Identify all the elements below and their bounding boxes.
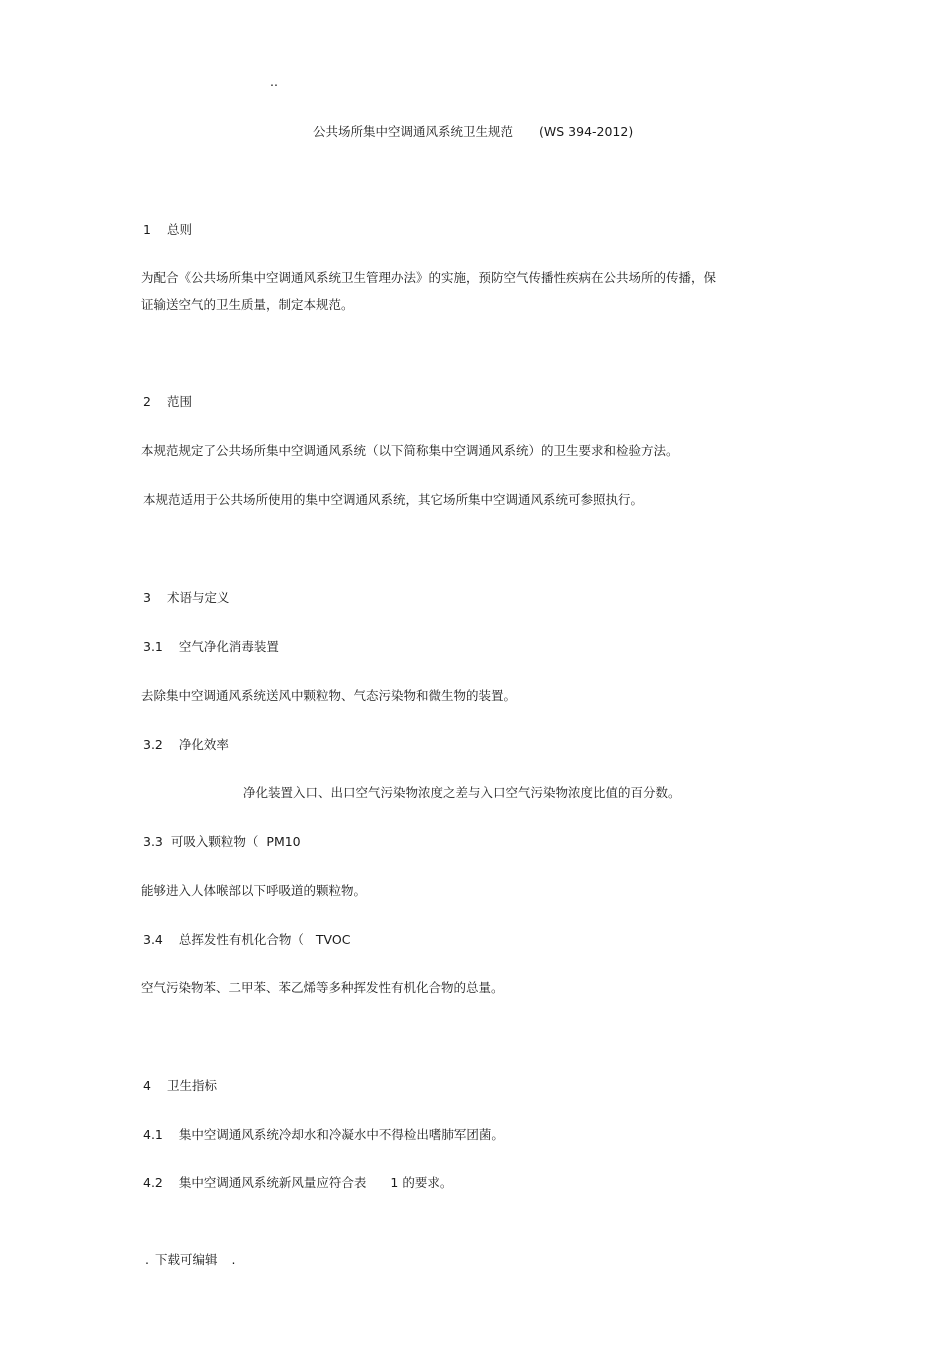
subsection-number: 3.2 bbox=[143, 737, 163, 752]
item-text: 集中空调通风系统冷却水和冷凝水中不得检出嗜肺军团菌。 bbox=[178, 1127, 504, 1142]
subsection-3-2-heading bbox=[143, 737, 229, 753]
section-1-paragraph-line-1: 为配合《公共场所集中空调通风系统卫生管理办法》的实施，预防空气传播性疾病在公共场所的传播，保 bbox=[141, 270, 717, 285]
subsection-3-4-paragraph: 空气污染物苯、二甲苯、苯乙烯等多种挥发性有机化合物的总量。 bbox=[141, 980, 504, 995]
subsection-title: 总挥发性有机化合物（ bbox=[178, 932, 304, 947]
subsection-title: 可吸入颗粒物（ bbox=[170, 834, 259, 849]
section-1-paragraph-line-2: 证输送空气的卫生质量，制定本规范。 bbox=[141, 297, 354, 312]
subsection-3-4-heading bbox=[143, 932, 350, 948]
footer-note bbox=[145, 1252, 235, 1268]
subsection-title: 空气净化消毒装置 bbox=[178, 639, 279, 654]
title-code: (WS 394-2012) bbox=[539, 124, 634, 139]
item-number: 4.2 bbox=[143, 1175, 163, 1190]
footer-dot-left: . bbox=[145, 1252, 149, 1267]
subsection-title: 净化效率 bbox=[178, 737, 229, 752]
section-4-heading bbox=[143, 1078, 217, 1094]
subsection-number: 3.1 bbox=[143, 639, 163, 654]
section-3-heading bbox=[143, 590, 229, 606]
footer-dot-right: . bbox=[231, 1252, 236, 1267]
section-title: 术语与定义 bbox=[166, 590, 230, 605]
section-title: 总则 bbox=[166, 222, 192, 237]
section-number: 4 bbox=[143, 1078, 151, 1093]
subsection-3-3-paragraph: 能够进入人体喉部以下呼吸道的颗粒物。 bbox=[141, 883, 367, 898]
header-mark: .. bbox=[270, 74, 278, 89]
section-1-heading bbox=[143, 222, 192, 238]
section-2-heading bbox=[143, 394, 192, 410]
section-2-paragraph-2: 本规范适用于公共场所使用的集中空调通风系统，其它场所集中空调通风系统可参照执行。 bbox=[143, 492, 644, 507]
subsection-number: 3.4 bbox=[143, 932, 163, 947]
section-number: 2 bbox=[143, 394, 151, 409]
item-4-2 bbox=[143, 1175, 452, 1191]
section-number: 3 bbox=[143, 590, 151, 605]
section-2-paragraph-1: 本规范规定了公共场所集中空调通风系统（以下简称集中空调通风系统）的卫生要求和检验方法。 bbox=[141, 443, 679, 458]
footer-text: 下载可编辑 bbox=[154, 1252, 218, 1267]
subsection-number: 3.3 bbox=[143, 834, 163, 849]
item-text: 集中空调通风系统新风量应符合表 bbox=[178, 1175, 367, 1190]
subsection-abbr: PM10 bbox=[266, 834, 301, 849]
document-title bbox=[313, 124, 633, 140]
subsection-3-1-heading bbox=[143, 639, 279, 655]
item-table-ref: 1 的要求。 bbox=[390, 1175, 453, 1190]
title-text: 公共场所集中空调通风系统卫生规范 bbox=[313, 124, 514, 139]
item-4-1 bbox=[143, 1127, 504, 1143]
item-number: 4.1 bbox=[143, 1127, 163, 1142]
subsection-abbr: TVOC bbox=[315, 932, 351, 947]
section-title: 范围 bbox=[166, 394, 192, 409]
section-title: 卫生指标 bbox=[166, 1078, 217, 1093]
section-number: 1 bbox=[143, 222, 151, 237]
subsection-3-2-paragraph: 净化装置入口、出口空气污染物浓度之差与入口空气污染物浓度比值的百分数。 bbox=[243, 785, 681, 800]
subsection-3-1-paragraph: 去除集中空调通风系统送风中颗粒物、气态污染物和微生物的装置。 bbox=[141, 688, 517, 703]
subsection-3-3-heading bbox=[143, 834, 301, 850]
